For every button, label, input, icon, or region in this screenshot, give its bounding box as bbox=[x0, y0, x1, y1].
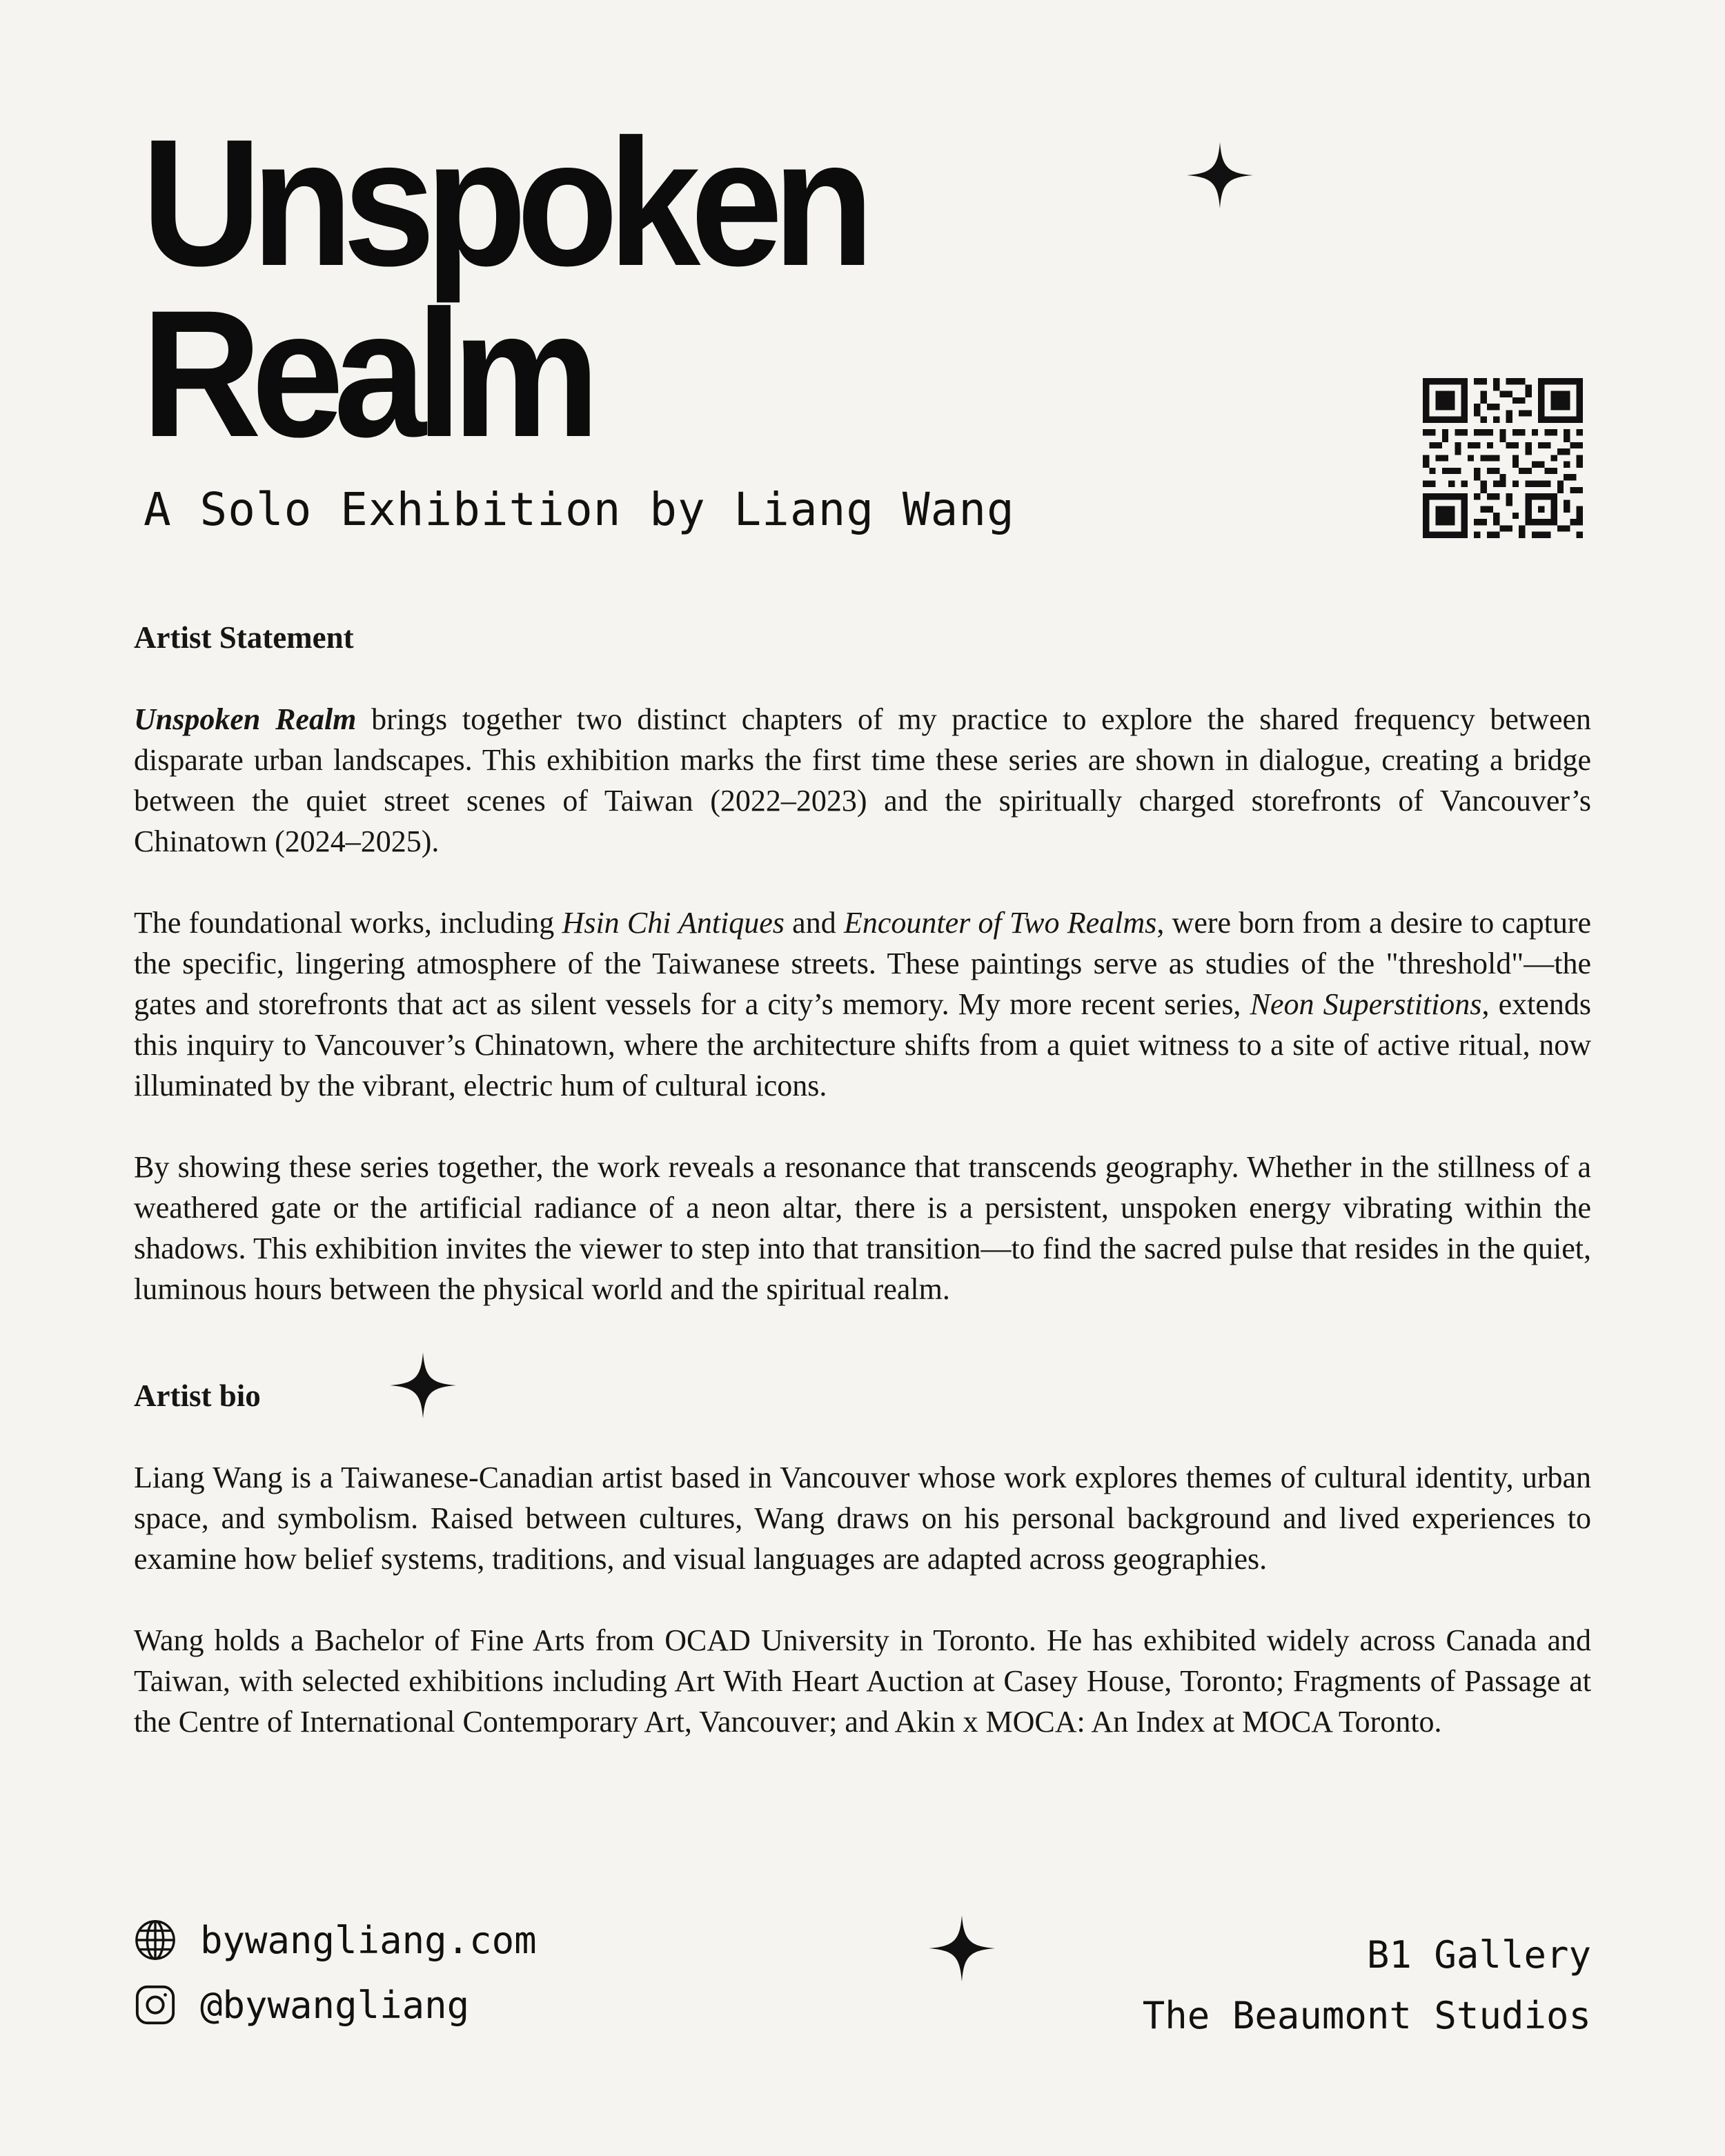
sparkle-icon bbox=[929, 1915, 995, 1981]
statement-paragraph-1: Unspoken Realm brings together two distinct chapters of my practice to explore the shared frequency between disparate urban landscapes. This exhibition marks the first time these series are shown in dialogue, creating a bridge between the quiet street scenes of Taiwan (2022–2023) and the spiritually charged storefronts of Vancouver’s Chinatown (2024–2025). bbox=[134, 702, 1592, 858]
statement-paragraph-3: By showing these series together, the work reveals a resonance that transcends geography. Whether in the stillness of a weathered gate or the artificial radiance of a neon altar, there is a persistent, unspoken energy vibrating within the shadows. This exhibition invites the viewer to step into that transition—to find the sacred pulse that resides in the quiet, luminous hours between the physical world and the spiritual realm. bbox=[134, 1150, 1591, 1306]
title-line-1: Unspoken bbox=[141, 101, 865, 304]
globe-icon bbox=[134, 1919, 177, 1961]
statement-lead-title: Unspoken Realm bbox=[134, 702, 357, 736]
work-title: Hsin Chi Antiques bbox=[562, 906, 785, 940]
qr-code[interactable] bbox=[1423, 378, 1583, 538]
text-content bbox=[134, 617, 1591, 1783]
statement-paragraph-2: The foundational works, including Hsin Chi Antiques and Encounter of Two Realms, were born from a desire to capture the specific, lingering atmosphere of the Taiwanese streets. These paintings serve as studies of the "threshold"—the gates and storefronts that act as silent vessels for a city’s memory. My more recent series, Neon Superstitions, extends this inquiry to Vancouver’s Chinatown, where the architecture shifts from a quiet witness to a site of active ritual, now illuminated by the vibrant, electric hum of cultural icons. bbox=[134, 906, 1592, 1102]
exhibition-title bbox=[141, 101, 865, 475]
instagram-link[interactable] bbox=[134, 1983, 537, 2027]
artist-statement-heading: Artist Statement bbox=[134, 620, 354, 655]
title-line-2: Realm bbox=[141, 273, 590, 475]
venue-studios: The Beaumont Studios bbox=[1142, 1994, 1591, 2037]
bio-paragraph-2: Wang holds a Bachelor of Fine Arts from OCAD University in Toronto. He has exhibited widely across Canada and Taiwan, with selected exhibitions including Art With Heart Auction at Casey House, Toronto; Fragments of Passage at the Centre of International Contemporary Art, Vancouver; and Akin x MOCA: An Index at MOCA Toronto. bbox=[134, 1623, 1591, 1739]
venue-info bbox=[1143, 1925, 1591, 2046]
artist-bio-heading: Artist bio bbox=[134, 1378, 261, 1413]
website-link[interactable] bbox=[134, 1918, 537, 1962]
website-text[interactable]: bywangliang.com bbox=[200, 1918, 537, 1962]
instagram-icon bbox=[134, 1984, 177, 2026]
instagram-handle[interactable]: @bywangliang bbox=[200, 1983, 470, 2027]
work-title: Encounter of Two Realms bbox=[843, 906, 1157, 940]
venue-gallery: B1 Gallery bbox=[1366, 1933, 1591, 1977]
contact-links bbox=[134, 1918, 537, 2048]
exhibition-subtitle: A Solo Exhibition by Liang Wang bbox=[144, 483, 1015, 536]
bio-paragraph-1: Liang Wang is a Taiwanese-Canadian artist based in Vancouver whose work explores themes of cultural identity, urban space, and symbolism. Raised between cultures, Wang draws on his personal background and lived experiences to examine how belief systems, traditions, and visual languages are adapted across geographies. bbox=[134, 1461, 1591, 1576]
work-title: Neon Superstitions bbox=[1250, 987, 1482, 1021]
sparkle-icon bbox=[1187, 142, 1253, 208]
